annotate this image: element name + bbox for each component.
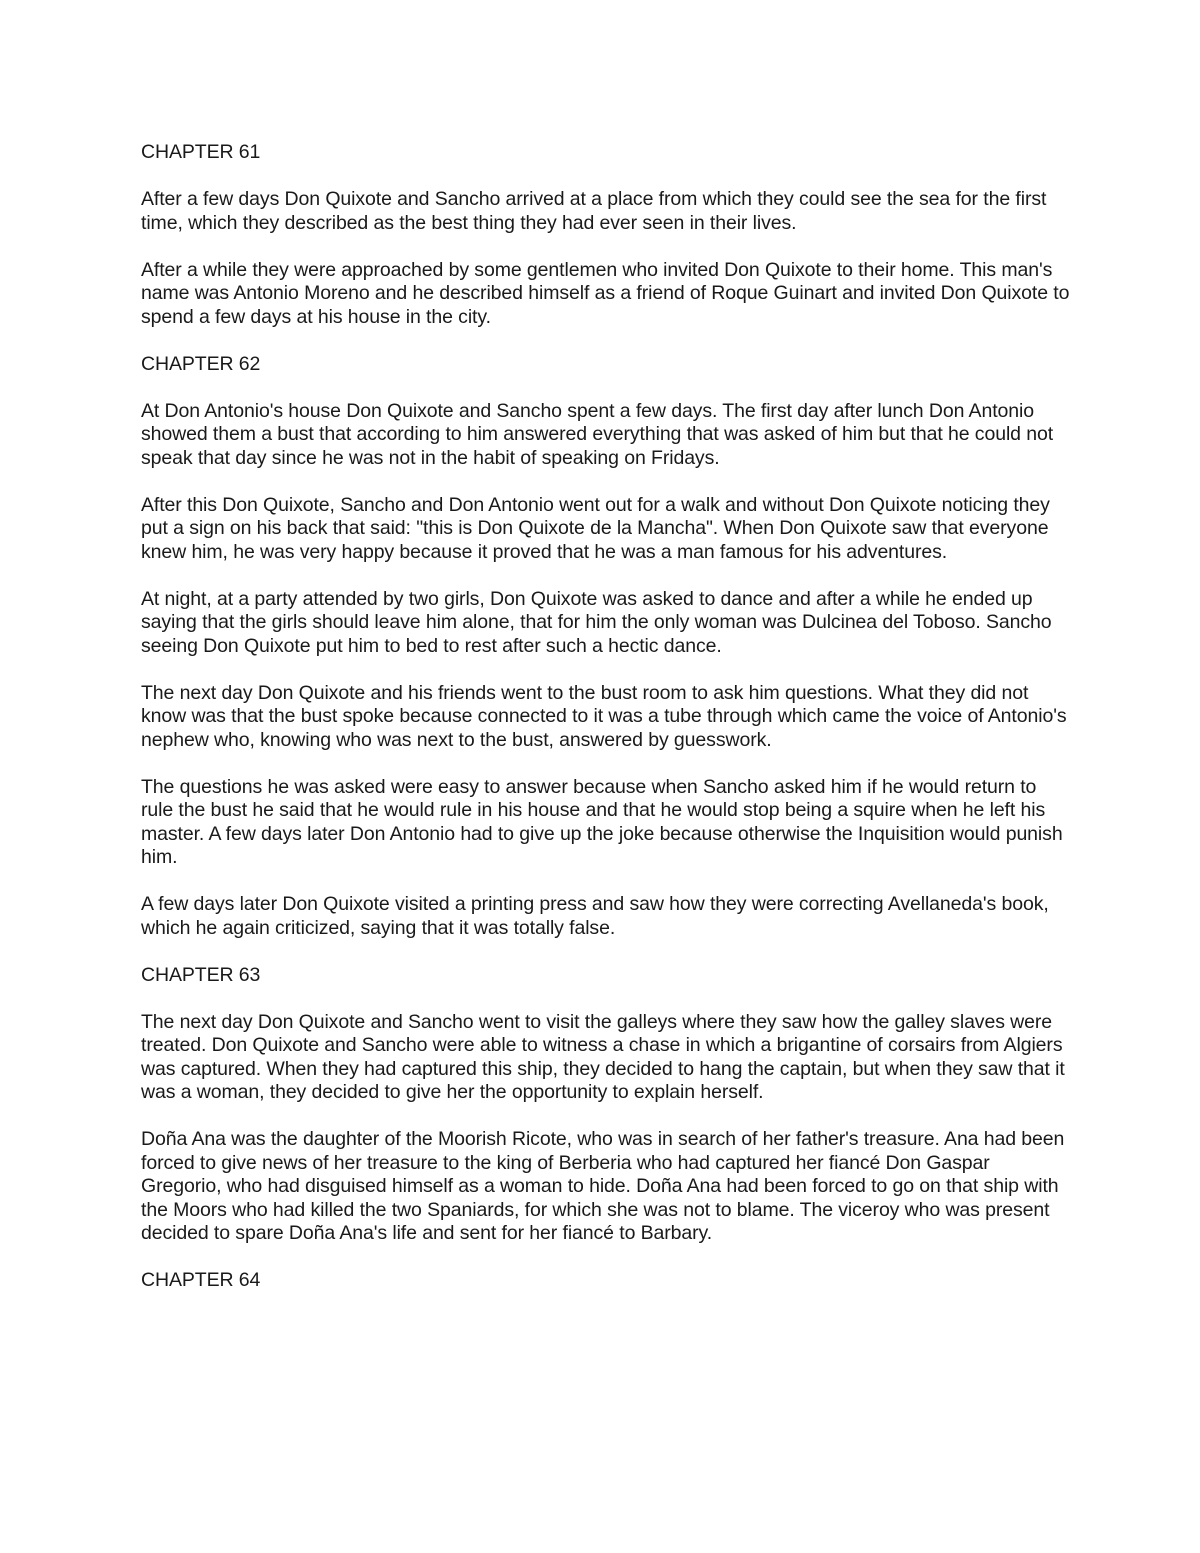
paragraph: The next day Don Quixote and his friends went to the bust room to ask him questions. What they did not know was that the bust spoke because connected to it was a tube through which came the voice of Antonio's nephew who, knowing who was next to the bust, answered by guesswork. <box>141 681 1067 751</box>
chapter-heading: CHAPTER 61 <box>141 141 261 163</box>
paragraph: The next day Don Quixote and Sancho went to visit the galleys where they saw how the galley slaves were treated. Don Quixote and Sancho were able to witness a chase in which a brigantine of corsairs from Algiers was captured. When they had captured this ship, they decided to hang the captain, but when they saw that it was a woman, they decided to give her the opportunity to explain herself. <box>141 1010 1065 1103</box>
paragraph: A few days later Don Quixote visited a printing press and saw how they were correcting Avellaneda's book, which he again criticized, saying that it was totally false. <box>141 893 1049 939</box>
paragraph: At Don Antonio's house Don Quixote and Sancho spent a few days. The first day after lunch Don Antonio showed them a bust that according to him answered everything that was asked of him but that he could not speak that day since he was not in the habit of speaking on Fridays. <box>141 399 1054 469</box>
paragraph: Doña Ana was the daughter of the Moorish Ricote, who was in search of her father's treasure. Ana had been forced to give news of her treasure to the king of Berberia who had captured her fiancé Don Gaspar Gregorio, who had disguised himself as a woman to hide. Doña Ana had been forced to go on that ship with the Moors who had killed the two Spaniards, for which she was not to blame. The viceroy who was present decided to spare Doña Ana's life and sent for her fiancé to Barbary. <box>141 1128 1065 1244</box>
paragraph: After this Don Quixote, Sancho and Don Antonio went out for a walk and without Don Quixote noticing they put a sign on his back that said: "this is Don Quixote de la Mancha". When Don Quixote saw that everyone knew him, he was very happy because it proved that he was a man famous for his adventures. <box>141 493 1050 563</box>
paragraph: After a while they were approached by some gentlemen who invited Don Quixote to their home. This man's name was Antonio Moreno and he described himself as a friend of Roque Guinart and invited Don Quixote to spend a few days at his house in the city. <box>141 258 1070 328</box>
chapter-heading: CHAPTER 63 <box>141 963 261 986</box>
chapter-heading: CHAPTER 62 <box>141 352 261 375</box>
paragraph: The questions he was asked were easy to answer because when Sancho asked him if he would return to rule the bust he said that he would rule in his house and that he would stop being a squire when he left his master. A few days later Don Antonio had to give up the joke because otherwise the Inquisition would punish him. <box>141 775 1063 868</box>
paragraph: At night, at a party attended by two girls, Don Quixote was asked to dance and after a while he ended up saying that the girls should leave him alone, that for him the only woman was Dulcinea del Toboso. Sancho seeing Don Quixote put him to bed to rest after such a hectic dance. <box>141 587 1052 657</box>
paragraph: After a few days Don Quixote and Sancho arrived at a place from which they could see the sea for the first time, which they described as the best thing they had ever seen in their lives. <box>141 188 1047 234</box>
document-page <box>141 141 1071 1316</box>
chapter-heading: CHAPTER 64 <box>141 1269 261 1291</box>
